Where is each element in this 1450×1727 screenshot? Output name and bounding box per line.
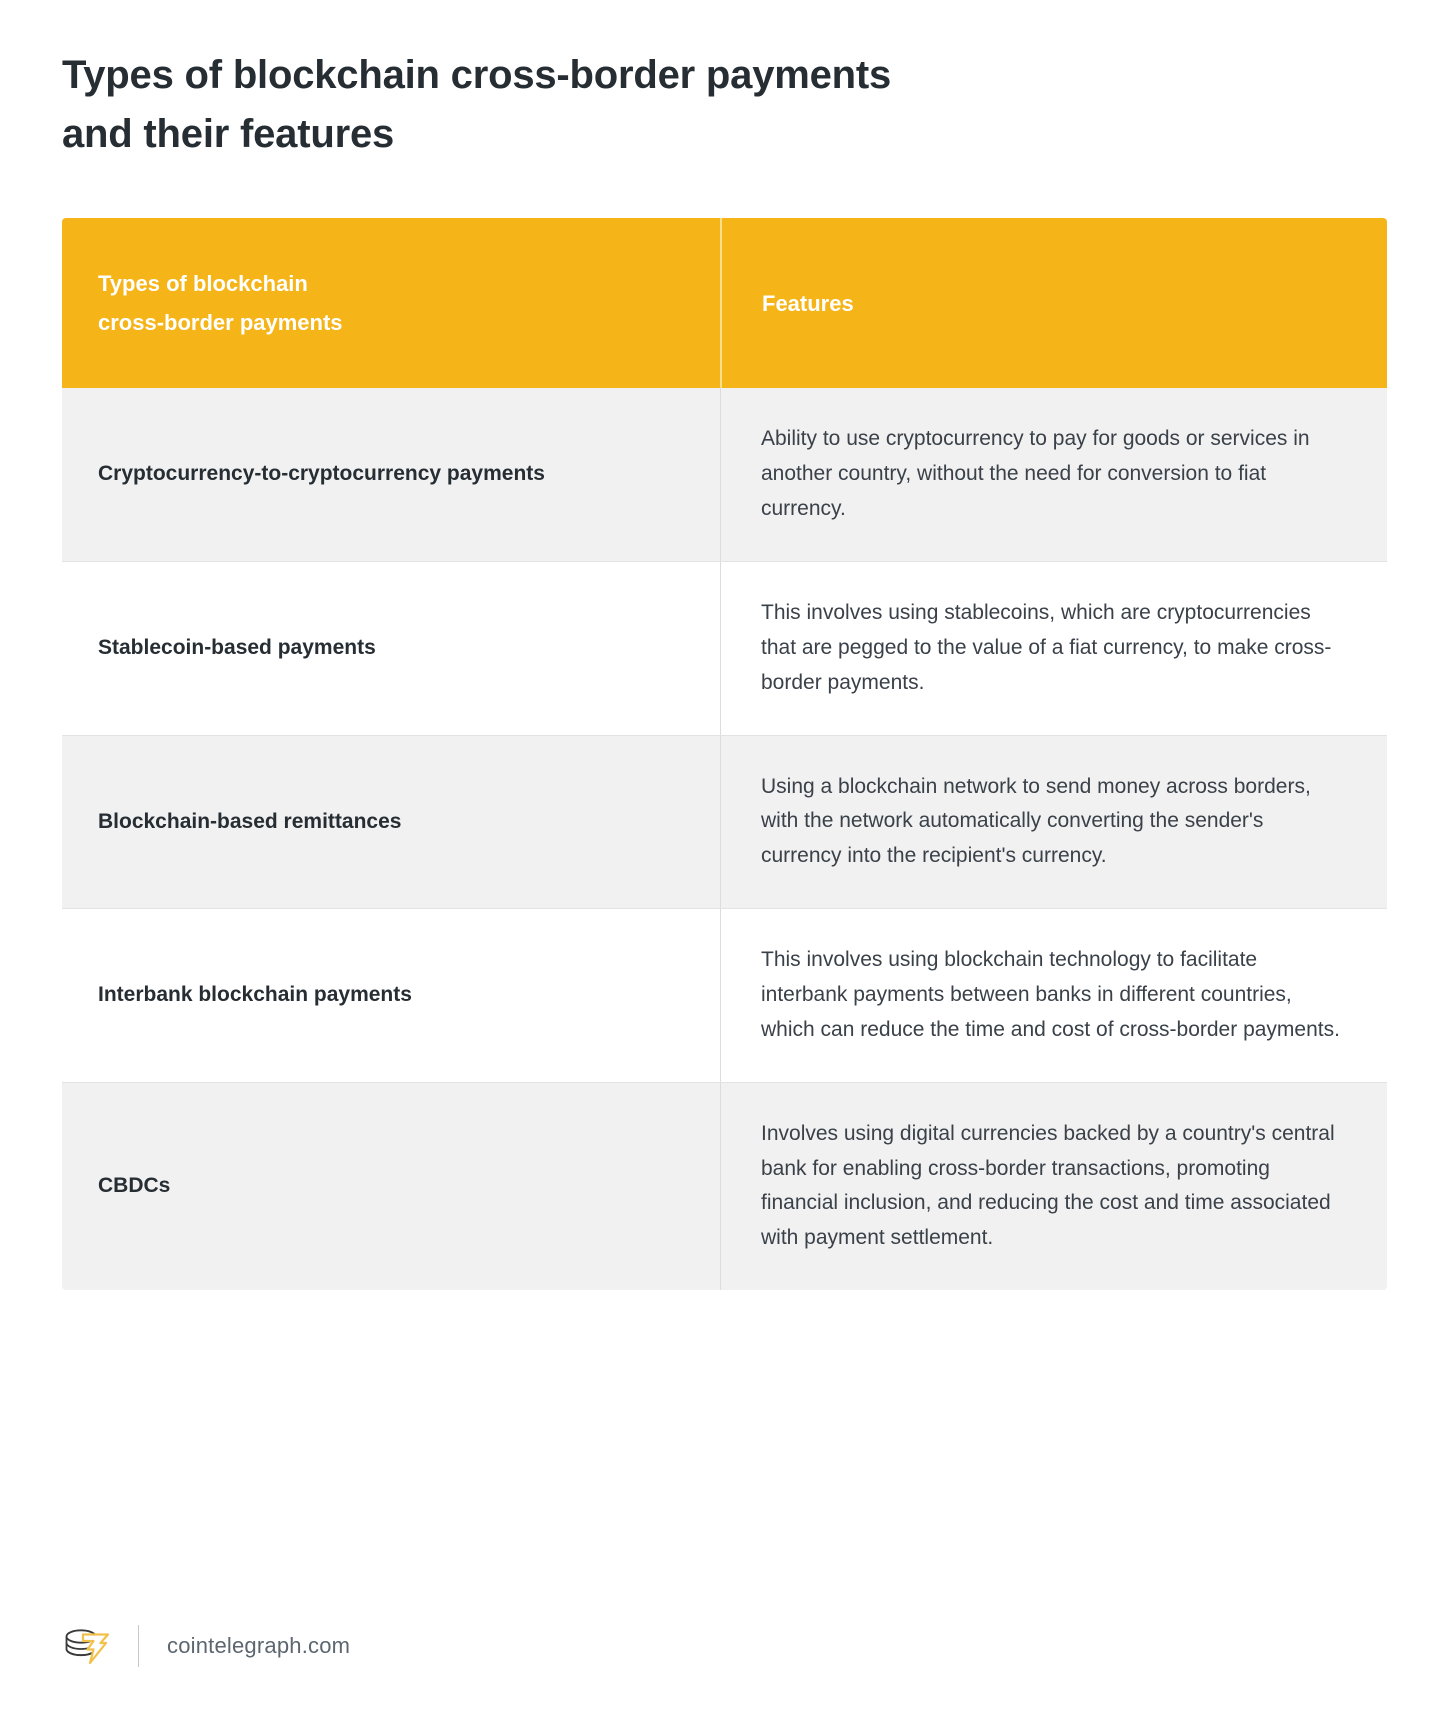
table-cell-feature xyxy=(720,909,1387,1082)
footer xyxy=(62,1623,350,1669)
table-cell-feature xyxy=(720,562,1387,735)
row-feature-text: This involves using stablecoins, which are cryptocurrencies that are pegged to the value of a fiat currency, to make cross-border payments. xyxy=(761,600,1332,694)
table-header-types-label xyxy=(98,264,343,342)
row-feature-text: This involves using blockchain technology to facilitate interbank payments between banks in different countries, which can reduce the time and cost of cross-border payments. xyxy=(761,948,1340,1041)
footer-divider xyxy=(138,1625,139,1667)
table-cell-type xyxy=(62,1083,720,1290)
table-header-features-label: Features xyxy=(762,290,854,316)
table-cell-type xyxy=(62,909,720,1082)
types-features-table xyxy=(62,218,1387,1290)
table-header-types-label-line-1: Types of blockchain xyxy=(98,271,308,297)
cointelegraph-logo-icon xyxy=(62,1623,114,1669)
page-title-line-2: and their features xyxy=(62,112,395,157)
row-type-label: Interbank blockchain payments xyxy=(98,983,412,1007)
row-feature-text: Involves using digital currencies backed by a country's central bank for enabling cross-border transactions, promoting financial inclusion, and reducing the cost and time associated with payment settlement. xyxy=(761,1121,1335,1250)
table-cell-type xyxy=(62,736,720,909)
row-type-label: Cryptocurrency-to-cryptocurrency payments xyxy=(98,462,545,486)
table-header-types-label-line-2: cross-border payments xyxy=(98,310,343,336)
page-title xyxy=(62,0,1142,164)
table-header-types xyxy=(62,218,720,388)
table-row xyxy=(62,909,1387,1083)
table-header-row xyxy=(62,218,1387,388)
table-row xyxy=(62,562,1387,736)
table-cell-type xyxy=(62,562,720,735)
table-row xyxy=(62,1083,1387,1290)
row-feature-text: Ability to use cryptocurrency to pay for goods or services in another country, without the need for conversion to fiat currency. xyxy=(761,427,1310,521)
table-cell-feature xyxy=(720,736,1387,909)
footer-site-label: cointelegraph.com xyxy=(167,1633,351,1658)
table-header-features xyxy=(720,218,1387,388)
row-type-label: Blockchain-based remittances xyxy=(98,809,402,833)
row-feature-text: Using a blockchain network to send money across borders, with the network automatically converting the sender's currency into the recipient's currency. xyxy=(761,774,1311,868)
table-cell-feature xyxy=(720,388,1387,561)
page-title-line-1: Types of blockchain cross-border payments xyxy=(62,53,892,97)
row-type-label: CBDCs xyxy=(98,1174,171,1198)
table-cell-feature xyxy=(720,1083,1387,1290)
row-type-label: Stablecoin-based payments xyxy=(98,635,376,659)
table-row xyxy=(62,388,1387,562)
table-cell-type xyxy=(62,388,720,561)
table-row xyxy=(62,736,1387,910)
